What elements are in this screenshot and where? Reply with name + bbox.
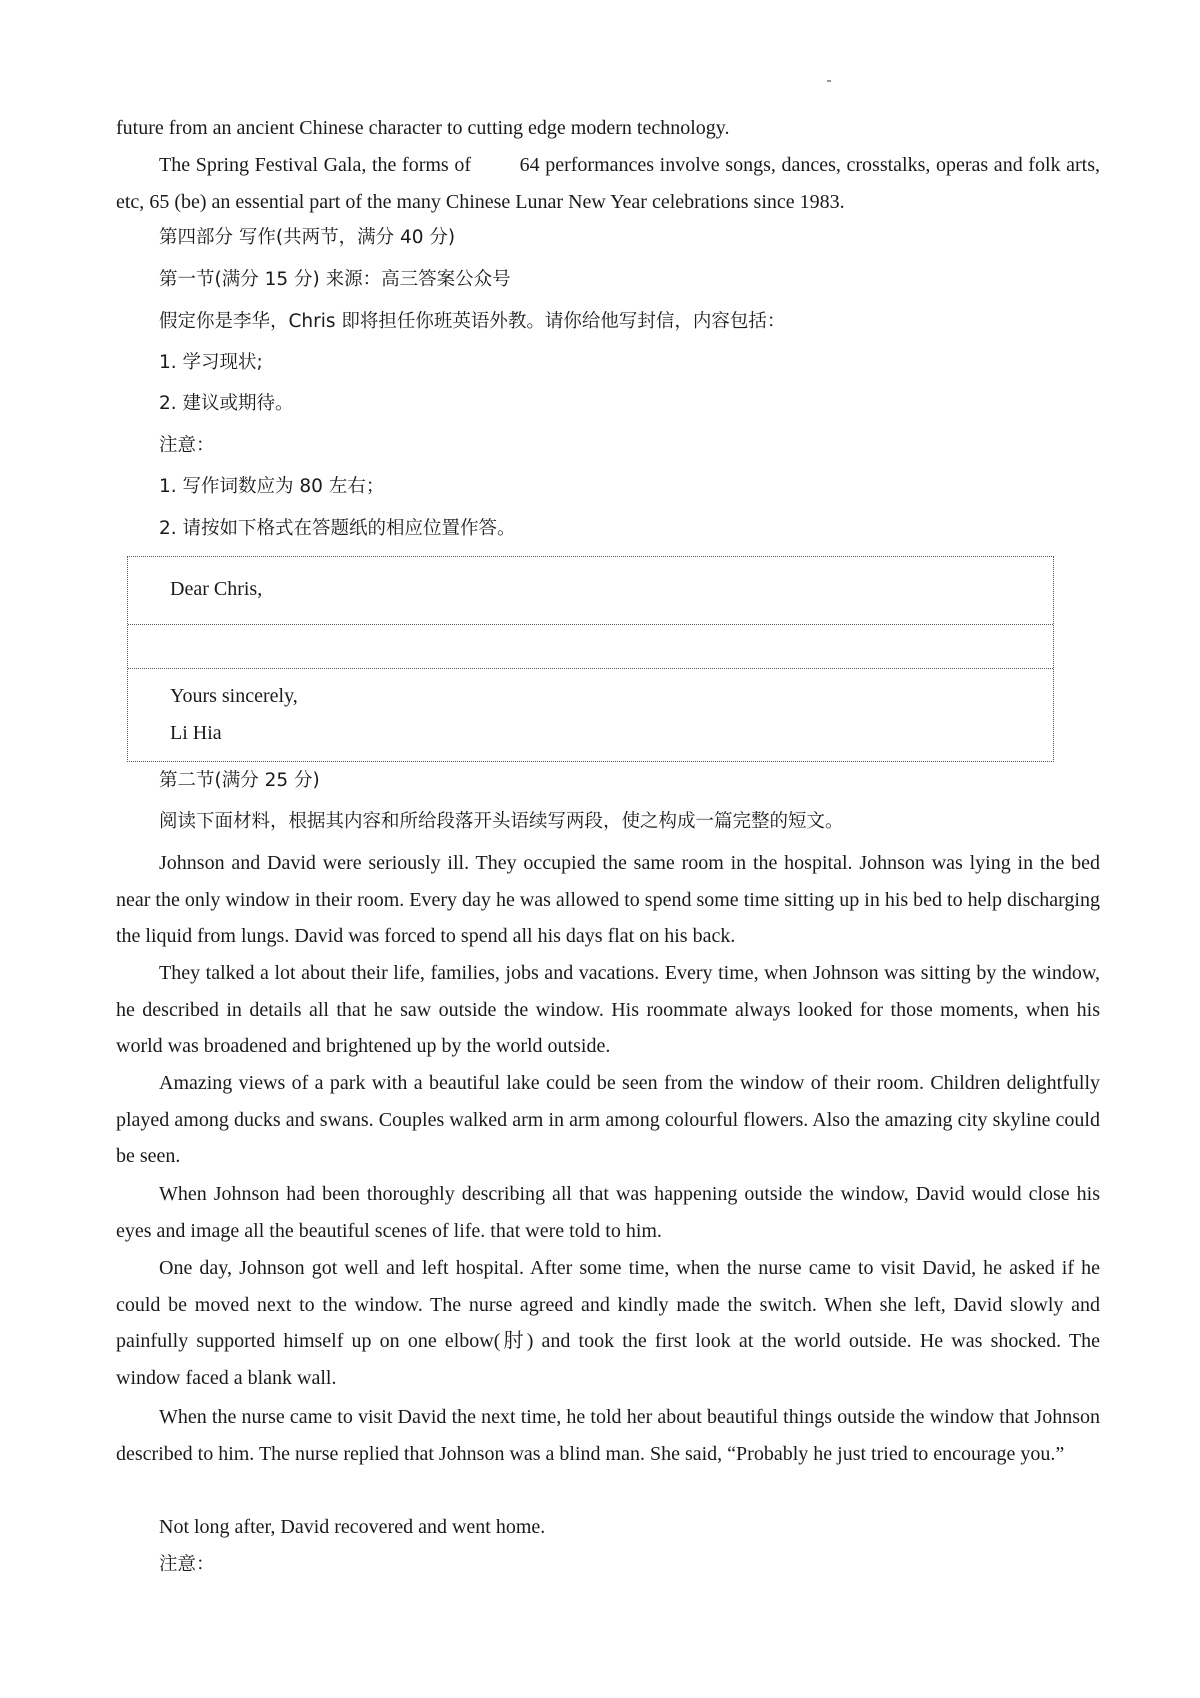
task1-prompt: 假定你是李华，Chris 即将担任你班英语外教。请你给他写封信，内容包括： [159, 311, 786, 332]
task1-point-1: 1. 学习现状; [159, 352, 263, 373]
letter-format-box [127, 556, 1054, 762]
letter-greeting: Dear Chris, [170, 578, 263, 600]
blank-65: 65 [149, 190, 170, 213]
page-mark [827, 80, 831, 82]
letter-greeting-row [128, 557, 1053, 625]
letter-closing-row [128, 668, 1053, 763]
gala-text-mid: performances involve songs, dances, crosstalks, operas and folk arts, etc, [116, 154, 1101, 213]
section1-heading: 第一节(满分 15 分) 来源：高三答案公众号 [159, 269, 511, 290]
story-paragraph-1: Johnson and David were seriously ill. They occupied the same room in the hospital. Johnson was lying in the bed near the only window in their room. Every day he was allowed to spend some time sitting up in his bed to help discharging the liquid from lungs. David was forced to spend all his days flat on his back. [116, 852, 1100, 948]
story-paragraph-4: When Johnson had been thoroughly describing all that was happening outside the window, David would close his eyes and image all the beautiful scenes of life. that were told to him. [116, 1183, 1100, 1242]
story-paragraph-3: Amazing views of a park with a beautiful lake could be seen from the window of their room. Children delightfully played among ducks and swans. Couples walked arm in arm among colourful flowers. Also the amazing city skyline could be seen. [116, 1072, 1100, 1168]
gala-text-pre: The Spring Festival Gala, the forms of [159, 154, 471, 176]
letter-closing: Yours sincerely, [170, 685, 298, 707]
note-1: 1. 写作词数应为 80 左右； [159, 476, 385, 497]
part4-heading: 第四部分 写作(共两节，满分 40 分) [159, 227, 456, 248]
note-2: 2. 请按如下格式在答题纸的相应位置作答。 [159, 518, 516, 539]
task2-prompt: 阅读下面材料，根据其内容和所给段落开头语续写两段，使之构成一篇完整的短文。 [159, 811, 844, 832]
letter-body-row [128, 624, 1053, 669]
continuation-line: future from an ancient Chinese character to cutting edge modern technology. [116, 117, 730, 139]
blank-64: 64 [519, 154, 540, 176]
final-notes-label: 注意： [159, 1554, 215, 1575]
letter-signature: Li Hia [170, 722, 222, 744]
task1-point-2: 2. 建议或期待。 [159, 393, 294, 414]
story-paragraph-6: When the nurse came to visit David the next time, he told her about beautiful things outside the window that Johnson described to him. The nurse replied that Johnson was a blind man. She said, “Probably he just tried to encourage you.” [116, 1406, 1100, 1465]
story-paragraph-2: They talked a lot about their life, families, jobs and vacations. Every time, when Johnson was sitting by the window, he described in details all that he saw outside the window. His roommate always looked for those moments, when his world was broadened and brightened up by the world outside. [116, 962, 1100, 1058]
gala-paragraph [116, 147, 1100, 220]
story-paragraph-5: One day, Johnson got well and left hospital. After some time, when the nurse came to visit David, he asked if he could be moved next to the window. The nurse agreed and kindly made the switch. When she left, David slowly and painfully supported himself up on one elbow(肘) and took the first look at the world outside. He was shocked. The window faced a blank wall. [116, 1257, 1100, 1389]
notes-label: 注意： [159, 435, 215, 456]
story-paragraph-7: Not long after, David recovered and went home. [159, 1516, 546, 1538]
gala-text-post: (be) an essential part of the many Chinese Lunar New Year celebrations since 1983. [174, 190, 845, 213]
section2-heading: 第二节(满分 25 分) [159, 770, 320, 791]
